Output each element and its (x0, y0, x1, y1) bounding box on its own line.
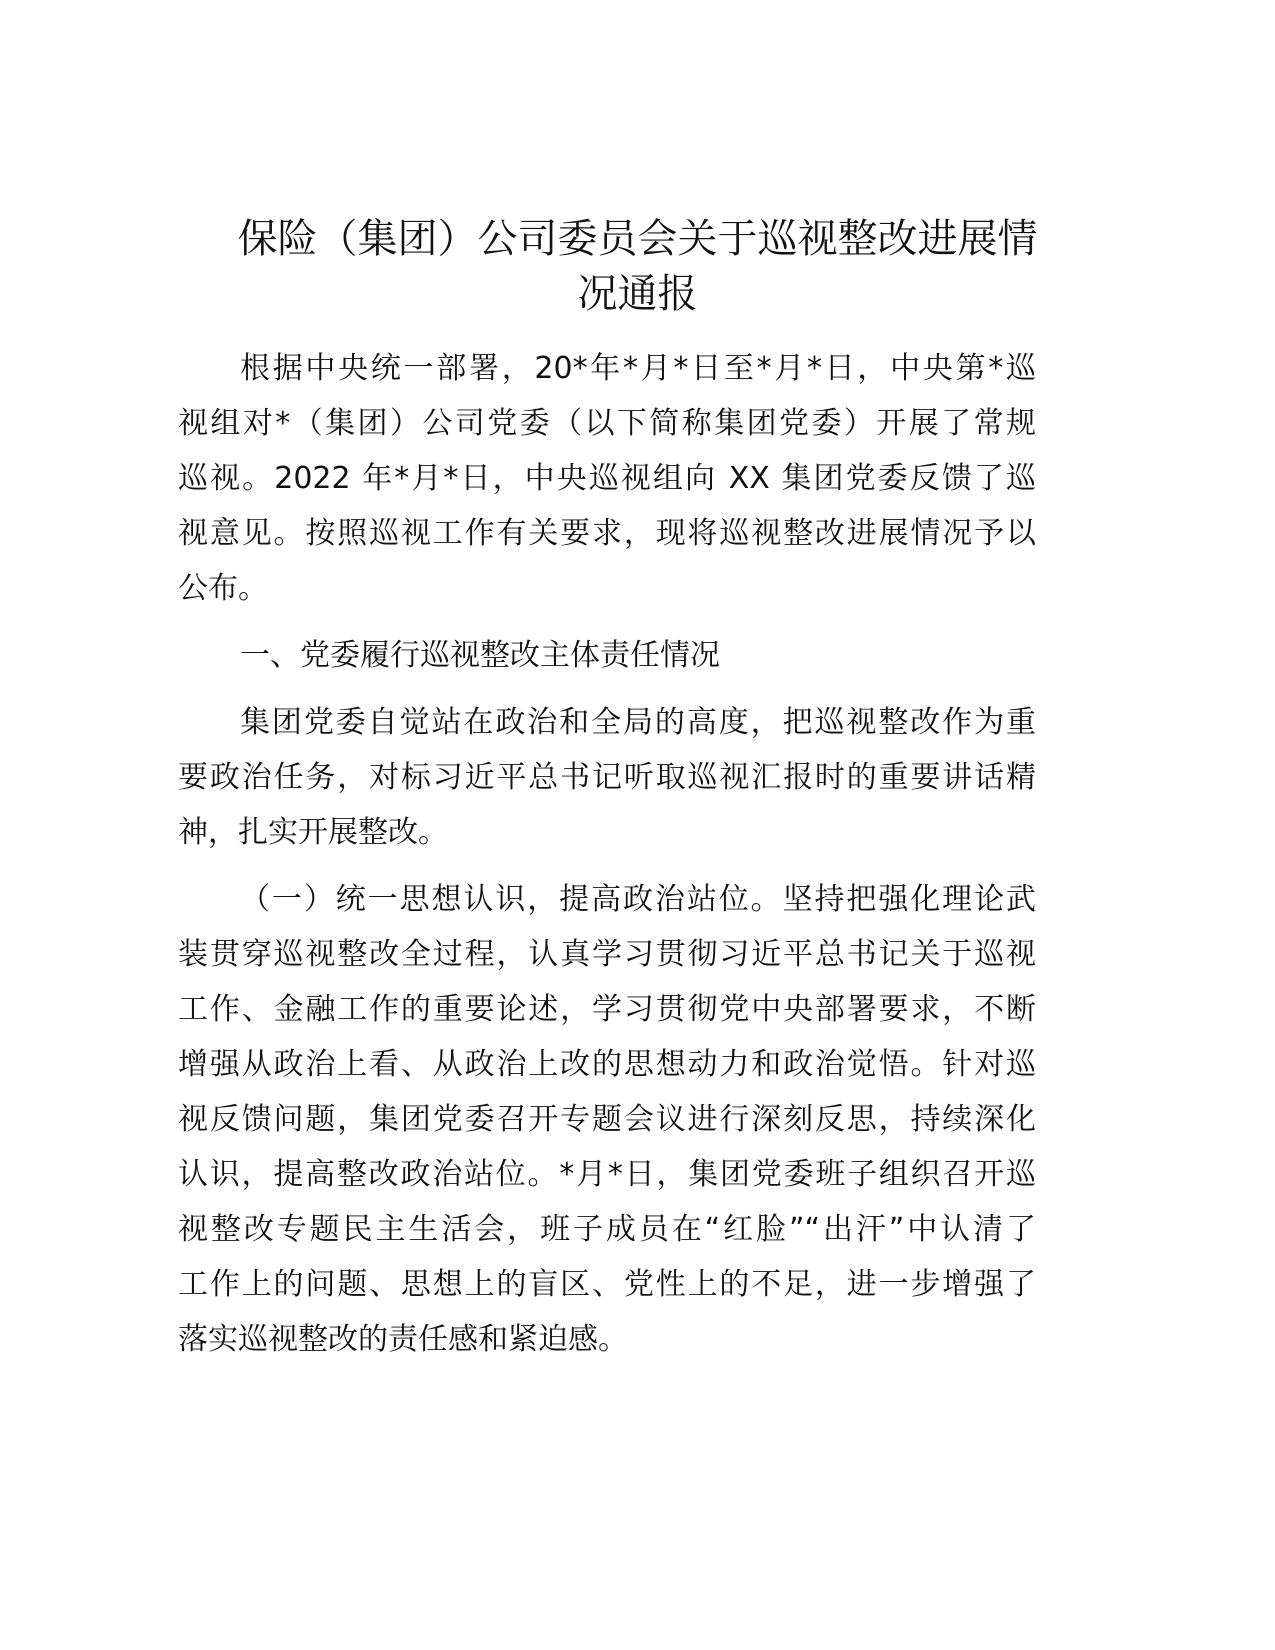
title-line: 况通报 (577, 271, 698, 317)
text-line: 认识，提高整改政治站位。*月*日，集团党委班子组织召开巡 (178, 1157, 1036, 1192)
section-heading (178, 628, 1036, 683)
text-line: 工作、金融工作的重要论述，学习贯彻党中央部署要求，不断 (178, 992, 1036, 1027)
text-line: 一、党委履行巡视整改主体责任情况 (240, 638, 720, 673)
text-line: 视整改专题民主生活会，班子成员在“红脸”“出汗”中认清了 (178, 1212, 1036, 1247)
text-line: 工作上的问题、思想上的盲区、党性上的不足，进一步增强了 (178, 1267, 1036, 1302)
text-line: 公布。 (178, 571, 268, 606)
text-line: 视组对*（集团）公司党委（以下简称集团党委）开展了常规 (178, 406, 1036, 441)
text-line: 视意见。按照巡视工作有关要求，现将巡视整改进展情况予以 (178, 516, 1036, 551)
text-line: 神，扎实开展整改。 (178, 815, 448, 850)
paragraph (178, 872, 1036, 1367)
text-line: （一）统一思想认识，提高政治站位。坚持把强化理论武 (240, 882, 1036, 917)
text-line: 根据中央统一部署，20*年*月*日至*月*日，中央第*巡 (240, 351, 1036, 386)
document-body (178, 341, 1036, 1379)
text-line: 要政治任务，对标习近平总书记听取巡视汇报时的重要讲话精 (178, 760, 1036, 795)
document-title (150, 212, 1125, 322)
text-line: 落实巡视整改的责任感和紧迫感。 (178, 1322, 628, 1357)
text-line: 集团党委自觉站在政治和全局的高度，把巡视整改作为重 (240, 705, 1036, 740)
text-line: 增强从政治上看、从政治上改的思想动力和政治觉悟。针对巡 (178, 1047, 1036, 1082)
text-line: 视反馈问题，集团党委召开专题会议进行深刻反思，持续深化 (178, 1102, 1036, 1137)
text-line: 装贯穿巡视整改全过程，认真学习贯彻习近平总书记关于巡视 (178, 937, 1036, 972)
paragraph (178, 341, 1036, 616)
text-line: 巡视。2022 年*月*日，中央巡视组向 XX 集团党委反馈了巡 (178, 461, 1036, 496)
paragraph (178, 695, 1036, 860)
title-line: 保险（集团）公司委员会关于巡视整改进展情 (237, 216, 1038, 262)
